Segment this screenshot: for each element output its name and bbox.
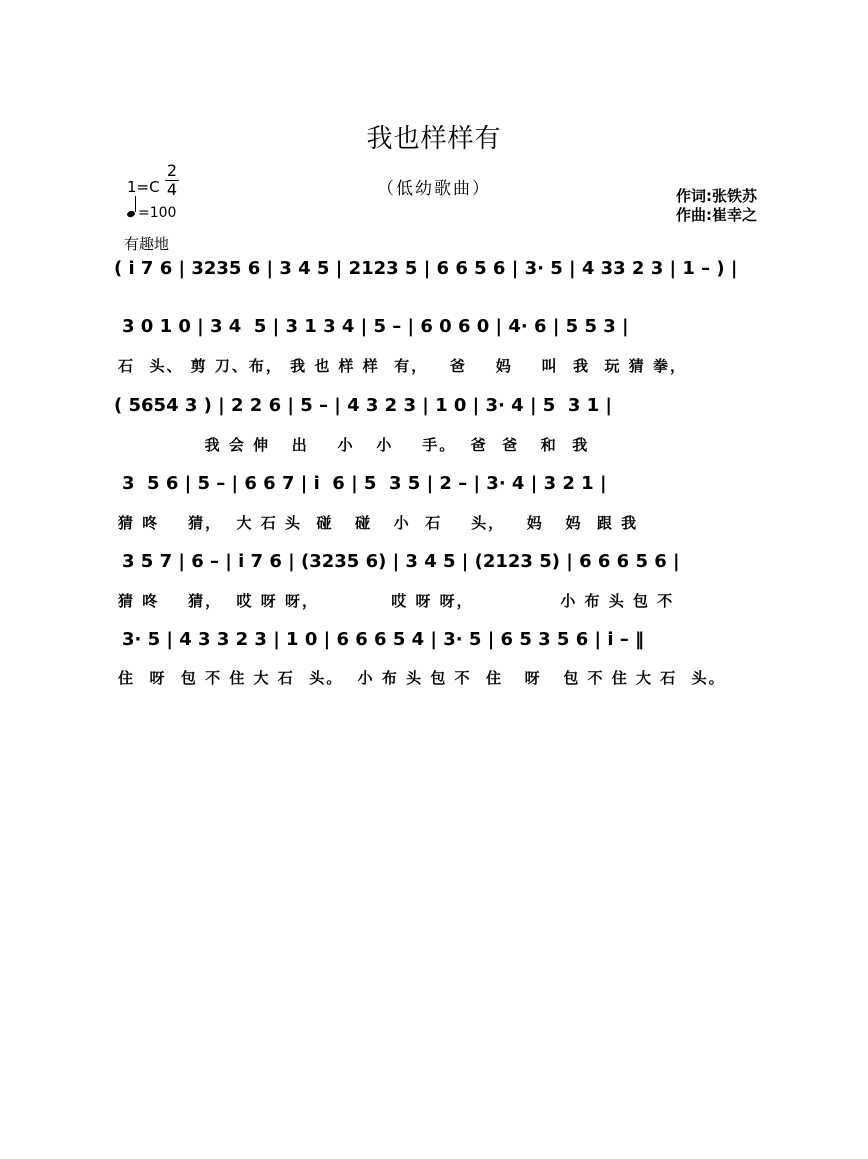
tempo-marking bbox=[127, 205, 176, 221]
score-line-3 bbox=[114, 395, 782, 425]
score-line-1 bbox=[114, 258, 782, 288]
score-line-4 bbox=[114, 473, 782, 503]
lyric-line: 住 呀 包 不 住 大 石 头。 小 布 头 包 不 住 呀 包 不 住 大 石 头。 bbox=[118, 669, 726, 687]
notation-line: ( 5654 3 ) | 2 2 6 | 5 – | 4 3 2 3 | 1 0 | 3· 4 | 5 3 1 | bbox=[114, 395, 612, 416]
notation-line: 3 0 1 0 | 3 4 5 | 3 1 3 4 | 5 – | 6 0 6 0 | 4· 6 | 5 5 3 | bbox=[122, 316, 629, 337]
notation-line: 3 5 6 | 5 – | 6 6 7 | i 6 | 5 3 5 | 2 – | 3· 4 | 3 2 1 | bbox=[122, 473, 607, 494]
time-signature-bottom: 4 bbox=[166, 180, 178, 199]
lyric-line: 猜 咚 猜， 大 石 头 碰 碰 小 石 头， 妈 妈 跟 我 bbox=[118, 514, 639, 532]
score-line-5 bbox=[114, 551, 782, 581]
lyric-line: 我 会 伸 出 小 小 手。 爸 爸 和 我 bbox=[118, 436, 590, 454]
song-subtitle: （低幼歌曲） bbox=[377, 179, 491, 199]
time-signature bbox=[165, 163, 179, 198]
composer: 作曲:崔幸之 bbox=[676, 206, 757, 224]
time-signature-top: 2 bbox=[166, 161, 178, 180]
notation-line: ( i 7 6 | 3235 6 | 3 4 5 | 2123 5 | 6 6 5 6 | 3· 5 | 4 33 2 3 | 1 – ) | bbox=[114, 258, 738, 279]
lyric-line: 猜 咚 猜， 哎 呀 呀， 哎 呀 呀， 小 布 头 包 不 bbox=[118, 592, 675, 610]
lyric-line: 石 头、 剪 刀、布， 我 也 样 样 有， 爸 妈 叫 我 玩 猜 拳， bbox=[118, 357, 688, 375]
expression-marking: 有趣地 bbox=[124, 235, 170, 253]
notation-line: 3· 5 | 4 3 3 2 3 | 1 0 | 6 6 6 5 4 | 3· 5 | 6 5 3 5 6 | i – ‖ bbox=[122, 629, 645, 650]
notation-line: 3 5 7 | 6 – | i 7 6 | (3235 6) | 3 4 5 | (2123 5) | 6 6 6 5 6 | bbox=[122, 551, 680, 572]
tempo-value: =100 bbox=[138, 205, 177, 221]
key-signature: 1=C bbox=[127, 178, 160, 196]
score-line-2 bbox=[114, 316, 782, 346]
quarter-note-icon bbox=[126, 210, 136, 218]
credits bbox=[676, 187, 757, 225]
song-title: 我也样样有 bbox=[366, 124, 502, 154]
score-line-6 bbox=[114, 629, 782, 659]
lyricist: 作词:张铁苏 bbox=[676, 187, 757, 205]
